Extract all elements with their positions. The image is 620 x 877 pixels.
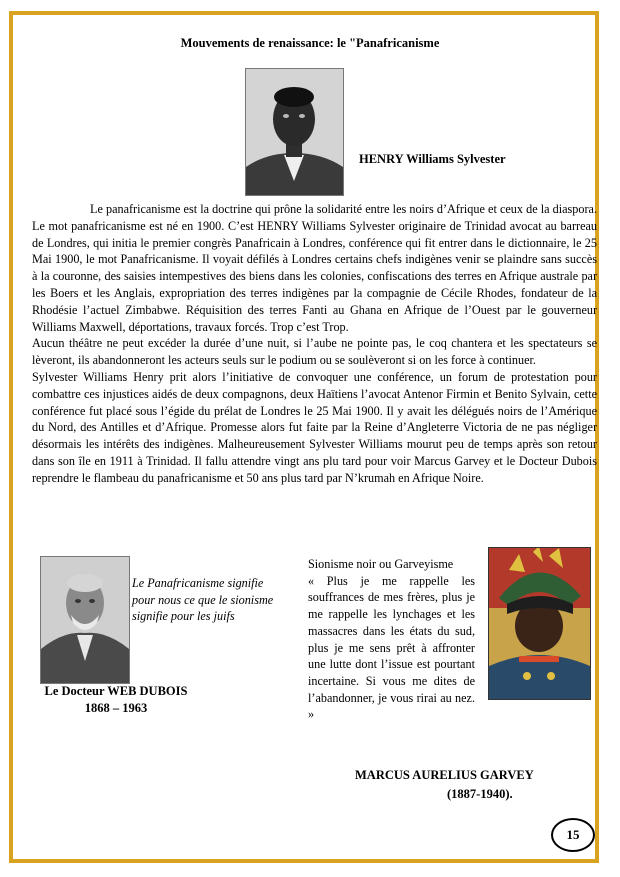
dubois-portrait — [40, 556, 130, 684]
garvey-dates: (1887-1940). — [447, 787, 513, 801]
henry-portrait — [245, 68, 344, 196]
article-body — [32, 201, 597, 487]
garvey-text — [308, 556, 475, 723]
paragraph-1: Le panafricanisme est la doctrine qui prône la solidarité entre les noirs d’Afrique et ceux de la diaspora. Le mot panafricanisme est né en 1900. C’est HENRY Williams Sylvester originaire de Trinidad avocat au barreau de Londres, qui initia le premier congrès Panafricain à Londres, conférence qui fit entrer dans le dictionnaire, le 25 Mai 1900, le mot Panafricanisme. Il voyait défilés à Londres certains chefs indigènes venir se plaindre sans succès à la couronne, des saisies intempestives des biens dans les colonies, confiscations des terres en Afrique australe par les Boers et les Anglais, expropriation des terres indigènes par la compagnie de Cécile Rhodes, fondateur de la Rhodésie l’actuel Zimbabwe. Réquisition des terres Fanti au Ghana en Afrique de l’Ouest par le gouverneur Williams Maxwell, déportations, travaux forcés. Trop c’est Trop. — [32, 202, 597, 334]
garvey-portrait — [488, 547, 591, 700]
dubois-name: Le Docteur WEB DUBOIS — [44, 684, 188, 698]
paragraph-2: Aucun théâtre ne peut excéder la durée d’une nuit, si l’aube ne pointe pas, le coq chantera et les spectateurs se lèveront, ils abandonneront les acteurs seuls sur le podium ou se soulèveront si on les force à continuer. — [32, 336, 597, 368]
page-number: 15 — [551, 818, 595, 852]
dubois-dates: 1868 – 1963 — [84, 701, 148, 715]
garvey-name: MARCUS AURELIUS GARVEY — [355, 768, 534, 782]
henry-caption: HENRY Williams Sylvester — [359, 152, 506, 166]
garvey-quote: « Plus je me rappelle les souffrances de mes frères, plus je me rappelle les lynchages et les massacres dans les états du sud, plus je me sens prêt à affronter une lutte dont l’issue est pourtant incertaine. Si vous me dites de l’abandonner, je vous rirai au nez. » — [308, 573, 475, 722]
dubois-caption — [16, 683, 216, 717]
page-title: Mouvements de renaissance: le "Panafricanisme — [180, 36, 440, 50]
dubois-quote: Le Panafricanisme signifie pour nous ce que le sionisme signifie pour les juifs — [132, 576, 274, 623]
paragraph-3: Sylvester Williams Henry prit alors l’initiative de convoquer une conférence, un forum de protestation pour combattre ces injustices aidés de deux compagnons, deux Haïtiens l’avocat Antenor Firmin et Benito Sylvain, cette conférence fut placé sous l’égide du prélat de Londres le 25 Mai 1900. Il y avait les délégués noirs de l’Amérique du Nord, des Antilles et d’Afrique. Promesse alors fut faite par la Reine d’Angleterre Victoria de ne pas négliger désormais les intérêts des indigènes. Malheureusement Sylvester Williams mourut peu de temps après son retour dans son île en 1911 à Trinidad. Il fallu attendre vingt ans plu tard pour voir Marcus Garvey et le Docteur Dubois reprendre le flambeau du panafricanisme et 50 ans plus tard par N’krumah en Afrique Noire. — [32, 369, 597, 485]
garvey-intro: Sionisme noir ou Garveyisme — [308, 557, 454, 571]
